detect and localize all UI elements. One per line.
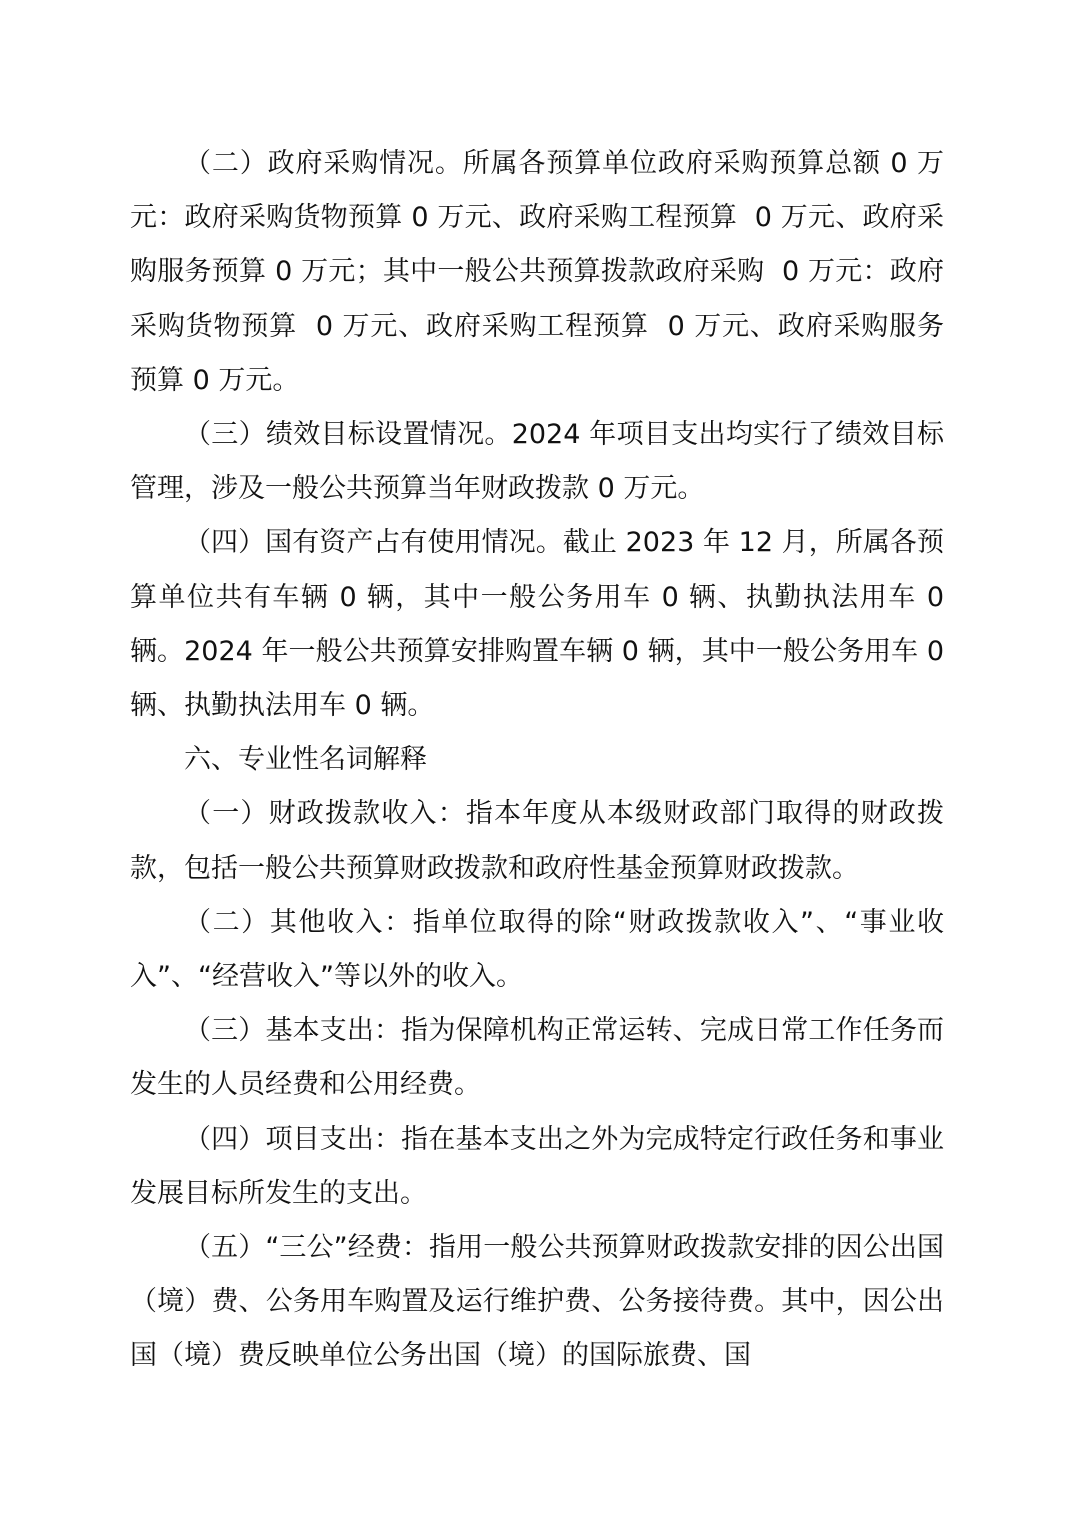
- paragraph-project-expenditure: （四）项目支出：指在基本支出之外为完成特定行政任务和事业发展目标所发生的支出。: [130, 1123, 944, 1209]
- section-heading-terminology: 六、专业性名词解释: [184, 744, 427, 776]
- paragraph-state-assets: （四）国有资产占有使用情况。截止 2023 年 12 月，所属各预算单位共有车辆 0 辆，其中一般公务用车 0 辆、执勤执法用车 0 辆。2024 年一般公共预算安排购置车辆 0 辆，其中一般公务用车 0 辆、执勤执法用车 0 辆。: [130, 527, 953, 722]
- paragraph-fiscal-appropriation-income: （一）财政拨款收入：指本年度从本级财政部门取得的财政拨款，包括一般公共预算财政拨款和政府性基金预算财政拨款。: [130, 798, 944, 884]
- paragraph-three-public-expenses: （五）“三公”经费：指用一般公共预算财政拨款安排的因公出国（境）费、公务用车购置及运行维护费、公务接待费。其中，因公出国（境）费反映单位公务出国（境）的国际旅费、国: [130, 1232, 944, 1372]
- paragraph-government-procurement: （二）政府采购情况。所属各预算单位政府采购预算总额 0 万元：政府采购货物预算 0 万元、政府采购工程预算 0 万元、政府采购服务预算 0 万元；其中一般公共预算拨款政府采购 0 万元：政府采购货物预算 0 万元、政府采购工程预算 0 万元、政府采购服务预算 0 万元。: [130, 148, 944, 396]
- paragraph-other-income: （二）其他收入：指单位取得的除“财政拨款收入”、“事业收入”、“经营收入”等以外的收入。: [130, 906, 944, 993]
- document-body: [130, 137, 953, 1384]
- paragraph-performance-targets: （三）绩效目标设置情况。2024 年项目支出均实行了绩效目标管理，涉及一般公共预算当年财政拨款 0 万元。: [130, 419, 944, 505]
- paragraph-basic-expenditure: （三）基本支出：指为保障机构正常运转、完成日常工作任务而发生的人员经费和公用经费。: [130, 1015, 944, 1101]
